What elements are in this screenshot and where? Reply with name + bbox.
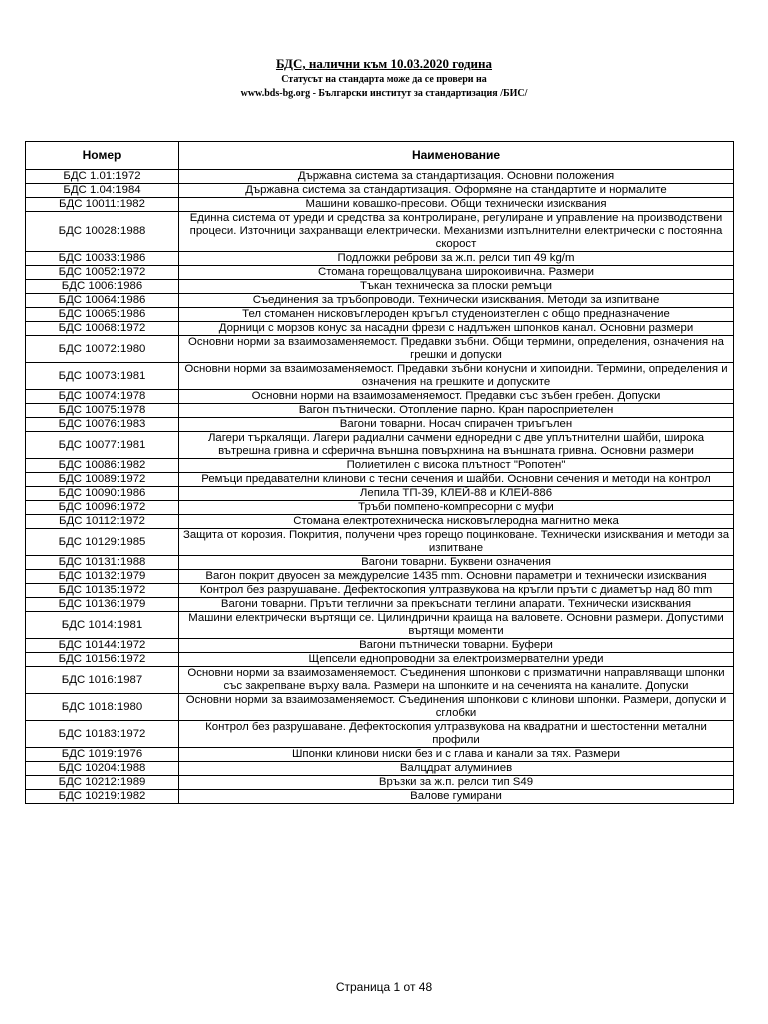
standard-number-cell: БДС 1018:1980 bbox=[26, 694, 179, 721]
standard-number-cell: БДС 10144:1972 bbox=[26, 639, 179, 653]
standard-number-cell: БДС 1019:1976 bbox=[26, 748, 179, 762]
standard-number-cell: БДС 1016:1987 bbox=[26, 667, 179, 694]
standard-name-cell: Щепсели еднопроводни за електроизмервателни уреди bbox=[179, 653, 734, 667]
standard-name-cell: Дорници с морзов конус за насадни фрези с надлъжен шпонков канал. Основни размери bbox=[179, 322, 734, 336]
standard-number-cell: БДС 10212:1989 bbox=[26, 776, 179, 790]
standard-name-cell: Валцдрат алуминиев bbox=[179, 762, 734, 776]
standard-number-cell: БДС 10033:1986 bbox=[26, 252, 179, 266]
standard-number-cell: БДС 10076:1983 bbox=[26, 418, 179, 432]
table-row bbox=[26, 598, 734, 612]
standard-number-cell: БДС 10011:1982 bbox=[26, 198, 179, 212]
table-row bbox=[26, 748, 734, 762]
standard-number-cell: БДС 10204:1988 bbox=[26, 762, 179, 776]
table-row bbox=[26, 667, 734, 694]
standard-number-cell: БДС 10135:1972 bbox=[26, 584, 179, 598]
standard-number-cell: БДС 10132:1979 bbox=[26, 570, 179, 584]
table-row bbox=[26, 762, 734, 776]
standard-number-cell: БДС 10074:1978 bbox=[26, 390, 179, 404]
table-row bbox=[26, 639, 734, 653]
standard-name-cell: Основни норми за взаимозаменяемост. Предавки зъбни конусни и хипоидни. Термини, определения и означения на грешките и допуските bbox=[179, 363, 734, 390]
standard-number-cell: БДС 10219:1982 bbox=[26, 790, 179, 804]
table-row bbox=[26, 487, 734, 501]
table-row bbox=[26, 266, 734, 280]
table-row bbox=[26, 501, 734, 515]
standard-number-cell: БДС 10065:1986 bbox=[26, 308, 179, 322]
standard-number-cell: БДС 10090:1986 bbox=[26, 487, 179, 501]
standard-number-cell: БДС 10064:1986 bbox=[26, 294, 179, 308]
table-row bbox=[26, 473, 734, 487]
standard-name-cell: Тъкан техническа за плоски ремъци bbox=[179, 280, 734, 294]
standard-name-cell: Вагон покрит двуосен за междурелсие 1435 mm. Основни параметри и технически изисквания bbox=[179, 570, 734, 584]
column-header-name: Наименование bbox=[179, 142, 734, 170]
table-row bbox=[26, 170, 734, 184]
table-row bbox=[26, 252, 734, 266]
standard-name-cell: Лагери търкалящи. Лагери радиални сачмени едноредни с две уплътнителни шайби, широка вътрешна гривна и сферична външна повърхнина на външната гривна. Основни размери bbox=[179, 432, 734, 459]
table-row bbox=[26, 390, 734, 404]
standard-name-cell: Вагони товарни. Носач спирачен триъгълен bbox=[179, 418, 734, 432]
standard-number-cell: БДС 10073:1981 bbox=[26, 363, 179, 390]
table-row bbox=[26, 212, 734, 252]
table-row bbox=[26, 790, 734, 804]
table-row bbox=[26, 584, 734, 598]
table-row bbox=[26, 294, 734, 308]
standard-name-cell: Основни норми за взаимозаменяемост. Съединения шпонкови с клинови шпонки. Размери, допуски и сглобки bbox=[179, 694, 734, 721]
standard-name-cell: Машини ковашко-пресови. Общи технически изисквания bbox=[179, 198, 734, 212]
standard-name-cell: Стомана горещовалцувана широкоивична. Размери bbox=[179, 266, 734, 280]
standard-number-cell: БДС 10089:1972 bbox=[26, 473, 179, 487]
standard-name-cell: Контрол без разрушаване. Дефектоскопия ултразвукова на кръгли пръти с диаметър над 80 mm bbox=[179, 584, 734, 598]
standard-name-cell: Вагони товарни. Пръти теглични за прекъснати теглини апарати. Технически изисквания bbox=[179, 598, 734, 612]
table-row bbox=[26, 198, 734, 212]
table-row bbox=[26, 570, 734, 584]
standard-name-cell: Основни норми за взаимозаменяемост. Предавки зъбни. Общи термини, определения, означения на грешки и допуски bbox=[179, 336, 734, 363]
standard-name-cell: Ремъци предавателни клинови с тесни сечения и шайби. Основни сечения и методи на контрол bbox=[179, 473, 734, 487]
standard-name-cell: Вагони пътнически товарни. Буфери bbox=[179, 639, 734, 653]
standard-number-cell: БДС 10075:1978 bbox=[26, 404, 179, 418]
standard-number-cell: БДС 10129:1985 bbox=[26, 529, 179, 556]
document-subtitle-status: Статусът на стандарта може да се провери на bbox=[281, 74, 487, 85]
standard-name-cell: Тръби помпено-компресорни с муфи bbox=[179, 501, 734, 515]
table-row bbox=[26, 721, 734, 748]
table-row bbox=[26, 280, 734, 294]
table-row bbox=[26, 432, 734, 459]
table-row bbox=[26, 529, 734, 556]
table-row bbox=[26, 404, 734, 418]
standard-number-cell: БДС 10052:1972 bbox=[26, 266, 179, 280]
standard-name-cell: Вагон пътнически. Отопление парно. Кран паросприетелен bbox=[179, 404, 734, 418]
table-header-row bbox=[26, 142, 734, 170]
standard-name-cell: Валове гумирани bbox=[179, 790, 734, 804]
standard-number-cell: БДС 10096:1972 bbox=[26, 501, 179, 515]
table-row bbox=[26, 308, 734, 322]
standard-name-cell: Тел стоманен нисковъглероден кръгъл студеноизтеглен с общо предназначение bbox=[179, 308, 734, 322]
table-row bbox=[26, 556, 734, 570]
standard-name-cell: Основни норми на взаимозаменяемост. Предавки със зъбен гребен. Допуски bbox=[179, 390, 734, 404]
table-row bbox=[26, 612, 734, 639]
standard-name-cell: Съединения за тръбопроводи. Технически изисквания. Методи за изпитване bbox=[179, 294, 734, 308]
standard-name-cell: Основни норми за взаимозаменяемост. Съединения шпонкови с призматични направляващи шпонки със закрепване върху вала. Размери на шпонките и на сеченията на каналите. Допуски bbox=[179, 667, 734, 694]
standard-name-cell: Машини електрически въртящи се. Цилиндрични краища на валовете. Основни размери. Допустими въртящи моменти bbox=[179, 612, 734, 639]
standard-name-cell: Държавна система за стандартизация. Основни положения bbox=[179, 170, 734, 184]
standard-number-cell: БДС 10072:1980 bbox=[26, 336, 179, 363]
standard-number-cell: БДС 10068:1972 bbox=[26, 322, 179, 336]
table-row bbox=[26, 776, 734, 790]
standard-name-cell: Вагони товарни. Буквени означения bbox=[179, 556, 734, 570]
standard-number-cell: БДС 1006:1986 bbox=[26, 280, 179, 294]
table-row bbox=[26, 336, 734, 363]
table-row bbox=[26, 694, 734, 721]
standard-name-cell: Лепила ТП-39, КЛЕЙ-88 и КЛЕЙ-886 bbox=[179, 487, 734, 501]
standard-name-cell: Връзки за ж.п. релси тип S49 bbox=[179, 776, 734, 790]
table-row bbox=[26, 322, 734, 336]
table-row bbox=[26, 184, 734, 198]
document-title: БДС, налични към 10.03.2020 година bbox=[275, 56, 493, 71]
page-number: Страница 1 от 48 bbox=[335, 980, 433, 994]
standard-name-cell: Подложки реброви за ж.п. релси тип 49 kg/m bbox=[179, 252, 734, 266]
standard-number-cell: БДС 10183:1972 bbox=[26, 721, 179, 748]
standard-number-cell: БДС 10028:1988 bbox=[26, 212, 179, 252]
standard-name-cell: Полиетилен с висока плътност "Ропотен" bbox=[179, 459, 734, 473]
standard-number-cell: БДС 1.04:1984 bbox=[26, 184, 179, 198]
standard-name-cell: Единна система от уреди и средства за контролиране, регулиране и управление на производствени процеси. Източници захранващи електрически. Механизми изпълнителни електрически с постоянна скорост bbox=[179, 212, 734, 252]
standard-name-cell: Контрол без разрушаване. Дефектоскопия ултразвукова на квадратни и шестостенни метални профили bbox=[179, 721, 734, 748]
column-header-number: Номер bbox=[26, 142, 179, 170]
table-row bbox=[26, 459, 734, 473]
table-row bbox=[26, 653, 734, 667]
standard-name-cell: Стомана електротехническа нисковъглеродна магнитно мека bbox=[179, 515, 734, 529]
standard-name-cell: Шпонки клинови ниски без и с глава и канали за тях. Размери bbox=[179, 748, 734, 762]
table-row bbox=[26, 418, 734, 432]
standard-number-cell: БДС 1.01:1972 bbox=[26, 170, 179, 184]
standard-number-cell: БДС 10136:1979 bbox=[26, 598, 179, 612]
standard-number-cell: БДС 10086:1982 bbox=[26, 459, 179, 473]
document-subtitle-website: www.bds-bg.org - Български институт за стандартизация /БИС/ bbox=[240, 88, 528, 99]
table-row bbox=[26, 515, 734, 529]
standard-number-cell: БДС 10131:1988 bbox=[26, 556, 179, 570]
standard-name-cell: Държавна система за стандартизация. Оформяне на стандартите и нормалите bbox=[179, 184, 734, 198]
standard-number-cell: БДС 10156:1972 bbox=[26, 653, 179, 667]
standard-number-cell: БДС 1014:1981 bbox=[26, 612, 179, 639]
table-row bbox=[26, 363, 734, 390]
standards-table bbox=[25, 141, 734, 804]
standard-number-cell: БДС 10112:1972 bbox=[26, 515, 179, 529]
standard-name-cell: Защита от корозия. Покрития, получени чрез горещо поцинковане. Технически изисквания и методи за изпитване bbox=[179, 529, 734, 556]
standard-number-cell: БДС 10077:1981 bbox=[26, 432, 179, 459]
